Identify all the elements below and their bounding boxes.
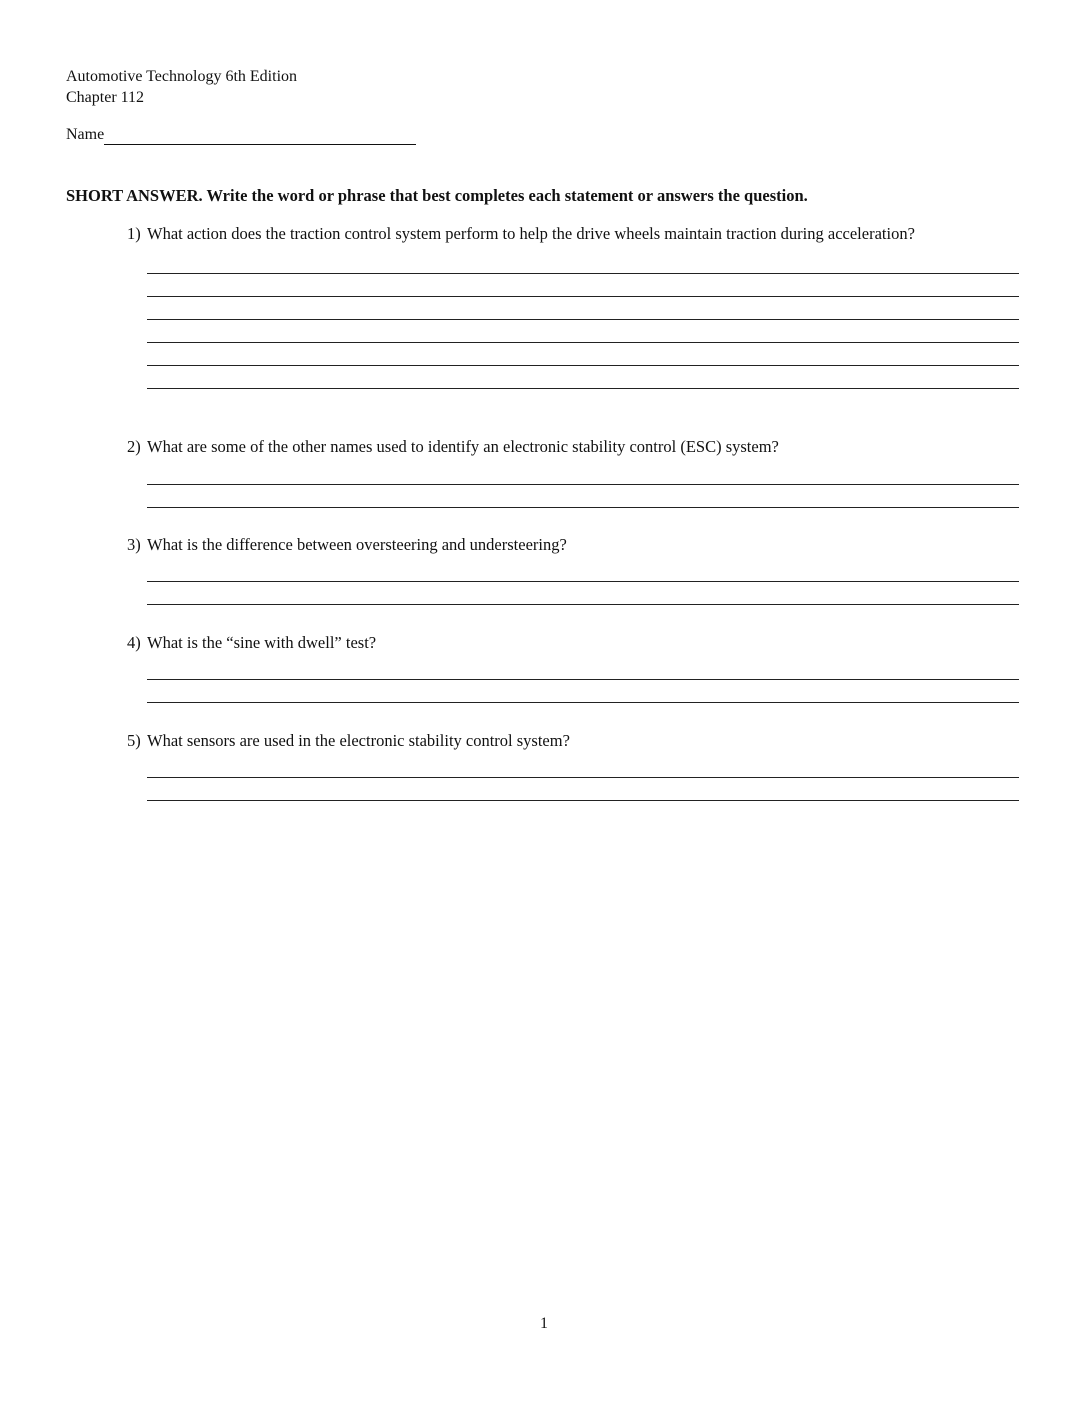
answer-line[interactable] (147, 582, 1019, 605)
page-number: 1 (540, 1315, 548, 1332)
question-4 (127, 632, 1019, 703)
question-3 (127, 534, 1019, 605)
question-text: What is the difference between oversteering and understeering? (147, 535, 567, 554)
answer-line[interactable] (147, 755, 1019, 778)
answer-line[interactable] (147, 320, 1019, 343)
question-number: 2) (127, 437, 141, 456)
question-1 (127, 223, 1019, 389)
name-field-row (66, 124, 416, 145)
question-text: What sensors are used in the electronic stability control system? (147, 731, 570, 750)
question-number: 3) (127, 535, 141, 554)
answer-line[interactable] (147, 297, 1019, 320)
name-label: Name (66, 126, 105, 143)
chapter-label: Chapter 112 (66, 89, 145, 106)
answer-line[interactable] (147, 462, 1019, 485)
answer-area[interactable] (147, 657, 1019, 703)
instructions: SHORT ANSWER. Write the word or phrase that best completes each statement or answers the question. (66, 186, 808, 205)
answer-line[interactable] (147, 559, 1019, 582)
answer-line[interactable] (147, 778, 1019, 801)
book-title: Automotive Technology 6th Edition (66, 68, 298, 85)
question-number: 4) (127, 633, 141, 652)
name-field-line[interactable] (104, 125, 416, 145)
question-number: 5) (127, 731, 141, 750)
answer-line[interactable] (147, 343, 1019, 366)
document-header (66, 66, 297, 108)
answer-area[interactable] (147, 559, 1019, 605)
question-5 (127, 730, 1019, 801)
question-text: What action does the traction control system perform to help the drive wheels maintain traction during acceleration? (147, 224, 915, 243)
question-number: 1) (127, 224, 141, 243)
answer-area[interactable] (147, 462, 1019, 508)
question-2 (127, 436, 1019, 508)
answer-line[interactable] (147, 274, 1019, 297)
answer-line[interactable] (147, 657, 1019, 680)
answer-area[interactable] (147, 755, 1019, 801)
question-text: What are some of the other names used to identify an electronic stability control (ESC) system? (147, 437, 779, 456)
answer-line[interactable] (147, 680, 1019, 703)
question-text: What is the “sine with dwell” test? (147, 633, 377, 652)
answer-area[interactable] (147, 251, 1019, 389)
answer-line[interactable] (147, 251, 1019, 274)
answer-line[interactable] (147, 366, 1019, 389)
answer-line[interactable] (147, 485, 1019, 508)
